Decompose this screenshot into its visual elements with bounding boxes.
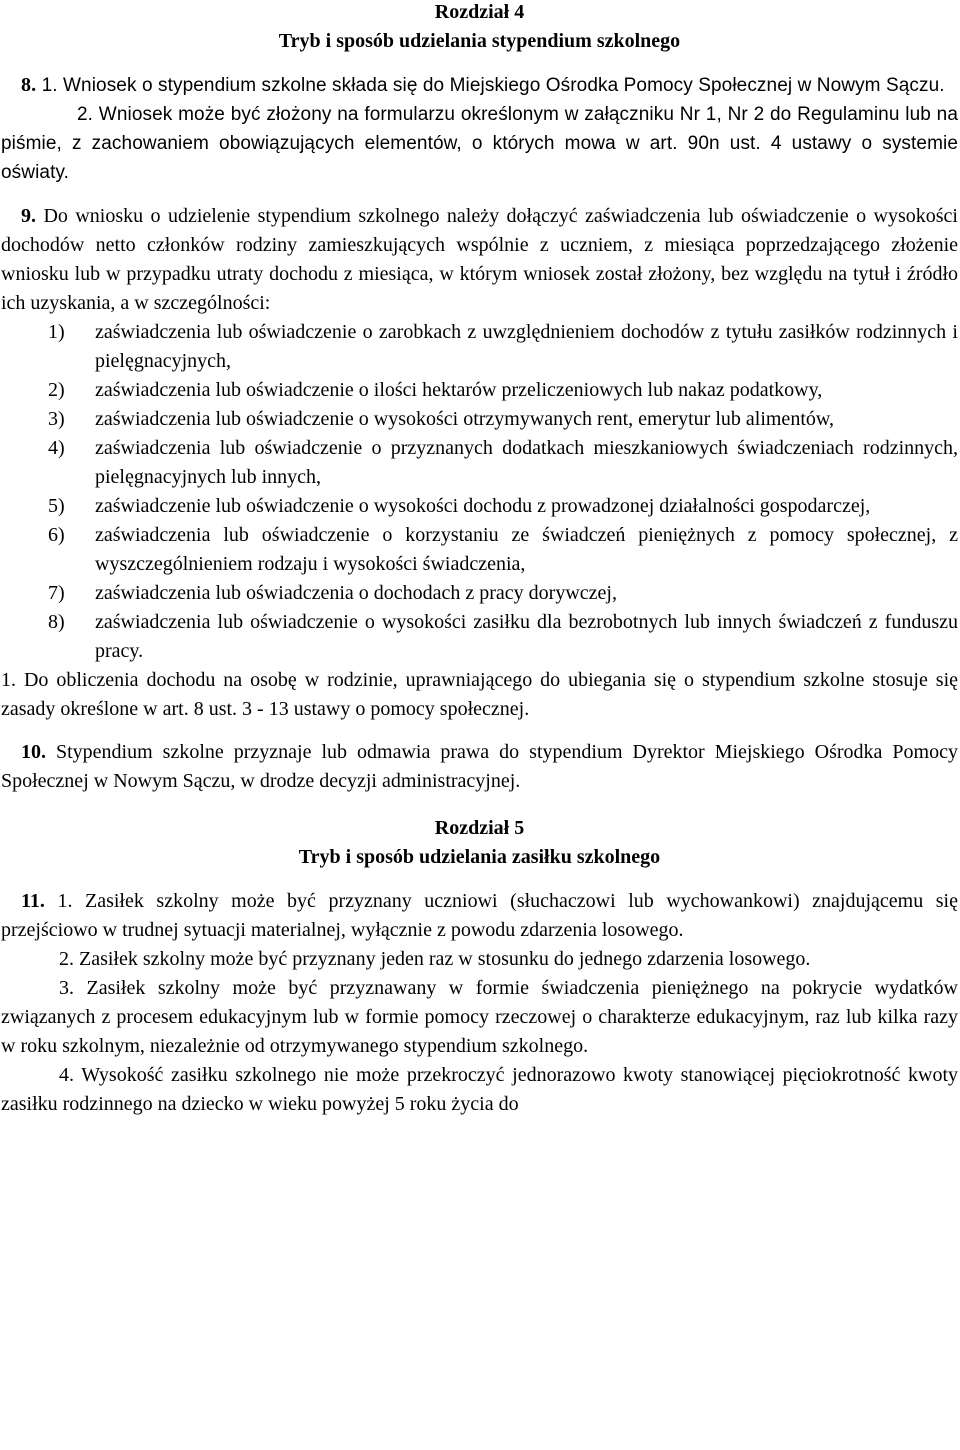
list-item-number: 1) [48,321,65,343]
section-8-paragraph-1 [1,71,958,100]
section-11-paragraph-2: 2. Zasiłek szkolny może być przyznany jeden raz w stosunku do jednego zdarzenia losowego. [59,948,811,970]
list-item-text: zaświadczenia lub oświadczenie o korzystaniu ze świadczeń pieniężnych z pomocy społecznej, z wyszczególnieniem rodzaju i wysokości świadczenia, [95,524,958,575]
section-8-mark: 8. [21,74,37,96]
list-item [1,521,958,579]
chapter-5-subtitle: Tryb i sposób udzielania zasiłku szkolnego [298,846,661,868]
section-9-intro [1,202,958,318]
section-11-paragraph-4: 4. Wysokość zasiłku szkolnego nie może przekroczyć jednorazowo kwoty stanowiącej pięciokrotność kwoty zasiłku rodzinnego na dziecko w wieku powyżej 5 roku życia do [1,1064,958,1115]
section-9-mark: 9. [21,205,36,227]
chapter-5-title: Rozdział 5 [434,817,525,839]
section-8-paragraph-2 [1,100,958,187]
list-item-number: 6) [48,524,65,546]
list-item-number: 3) [48,408,65,430]
list-item [1,579,958,608]
section-8-p1-text: 1. Wniosek o stypendium szkolne składa się do Miejskiego Ośrodka Pomocy Społecznej w Nowym Sączu. [36,75,945,96]
section-11-p1-text: 1. Zasiłek szkolny może być przyznany uczniowi (słuchaczowi lub wychowankowi) znajdującemu się przejściowo w trudnej sytuacji materialnej, wyłącznie z powodu zdarzenia losowego. [1,890,958,941]
section-9-closing: 1. Do obliczenia dochodu na osobę w rodzinie, uprawniającego do ubiegania się o stypendium szkolne stosuje się zasady określone w art. 8 ust. 3 - 13 ustawy o pomocy społecznej. [1,669,958,720]
list-item-number: 2) [48,379,65,401]
list-item-text: zaświadczenia lub oświadczenie o przyznanych dodatkach mieszkaniowych świadczeniach rodzinnych, pielęgnacyjnych lub innych, [95,437,958,488]
list-item [1,434,958,492]
list-item [1,318,958,376]
list-item-number: 8) [48,611,65,633]
section-11-paragraph-1 [1,887,958,945]
list-item-text: zaświadczenia lub oświadczenie o ilości hektarów przeliczeniowych lub nakaz podatkowy, [95,379,823,401]
list-item-text: zaświadczenia lub oświadczenia o dochodach z pracy dorywczej, [95,582,617,604]
section-10-text: Stypendium szkolne przyznaje lub odmawia prawa do stypendium Dyrektor Miejskiego Ośrodka Pomocy Społecznej w Nowym Sączu, w drodze decyzji administracyjnej. [1,741,958,792]
list-item [1,405,958,434]
list-item [1,376,958,405]
section-10-paragraph [1,738,958,796]
section-11-mark: 11. [21,890,45,912]
list-item-number: 4) [48,437,65,459]
section-10-mark: 10. [21,741,46,763]
list-item-text: zaświadczenia lub oświadczenie o wysokości otrzymywanych rent, emerytur lub alimentów, [95,408,835,430]
chapter-4-subtitle: Tryb i sposób udzielania stypendium szkolnego [278,30,681,52]
list-item-text: zaświadczenia lub oświadczenie o zarobkach z uwzględnieniem dochodów z tytułu zasiłków rodzinnych i pielęgnacyjnych, [95,321,958,372]
section-9-intro-text: Do wniosku o udzielenie stypendium szkolnego należy dołączyć zaświadczenia lub oświadczenie o wysokości dochodów netto członków rodziny zamieszkujących wspólnie z uczniem, z miesiąca poprzedzającego złożenie wniosku lub w przypadku utraty dochodu z miesiąca, w którym wniosek został złożony, bez względu na tytuł i źródło ich uzyskania, a w szczególności: [1,205,958,314]
list-item-text: zaświadczenia lub oświadczenie o wysokości zasiłku dla bezrobotnych lub innych świadczeń z funduszu pracy. [95,611,958,662]
list-item [1,608,958,666]
chapter-4-title: Rozdział 4 [434,1,525,23]
list-item [1,492,958,521]
section-11-paragraph-3: 3. Zasiłek szkolny może być przyznawany w formie świadczenia pieniężnego na pokrycie wydatków związanych z procesem edukacyjnym lub w formie pomocy rzeczowej o charakterze edukacyjnym, raz lub kilka razy w roku szkolnym, niezależnie od otrzymywanego stypendium szkolnego. [1,977,958,1057]
list-item-number: 7) [48,582,65,604]
section-9-list [1,318,958,666]
list-item-text: zaświadczenie lub oświadczenie o wysokości dochodu z prowadzonej działalności gospodarczej, [95,495,871,517]
list-item-number: 5) [48,495,65,517]
section-8-p2-text: 2. Wniosek może być złożony na formularzu określonym w załączniku Nr 1, Nr 2 do Regulaminu lub na piśmie, z zachowaniem obowiązujących elementów, o których mowa w art. 90n ust. 4 ustawy o systemie oświaty. [1,104,958,183]
